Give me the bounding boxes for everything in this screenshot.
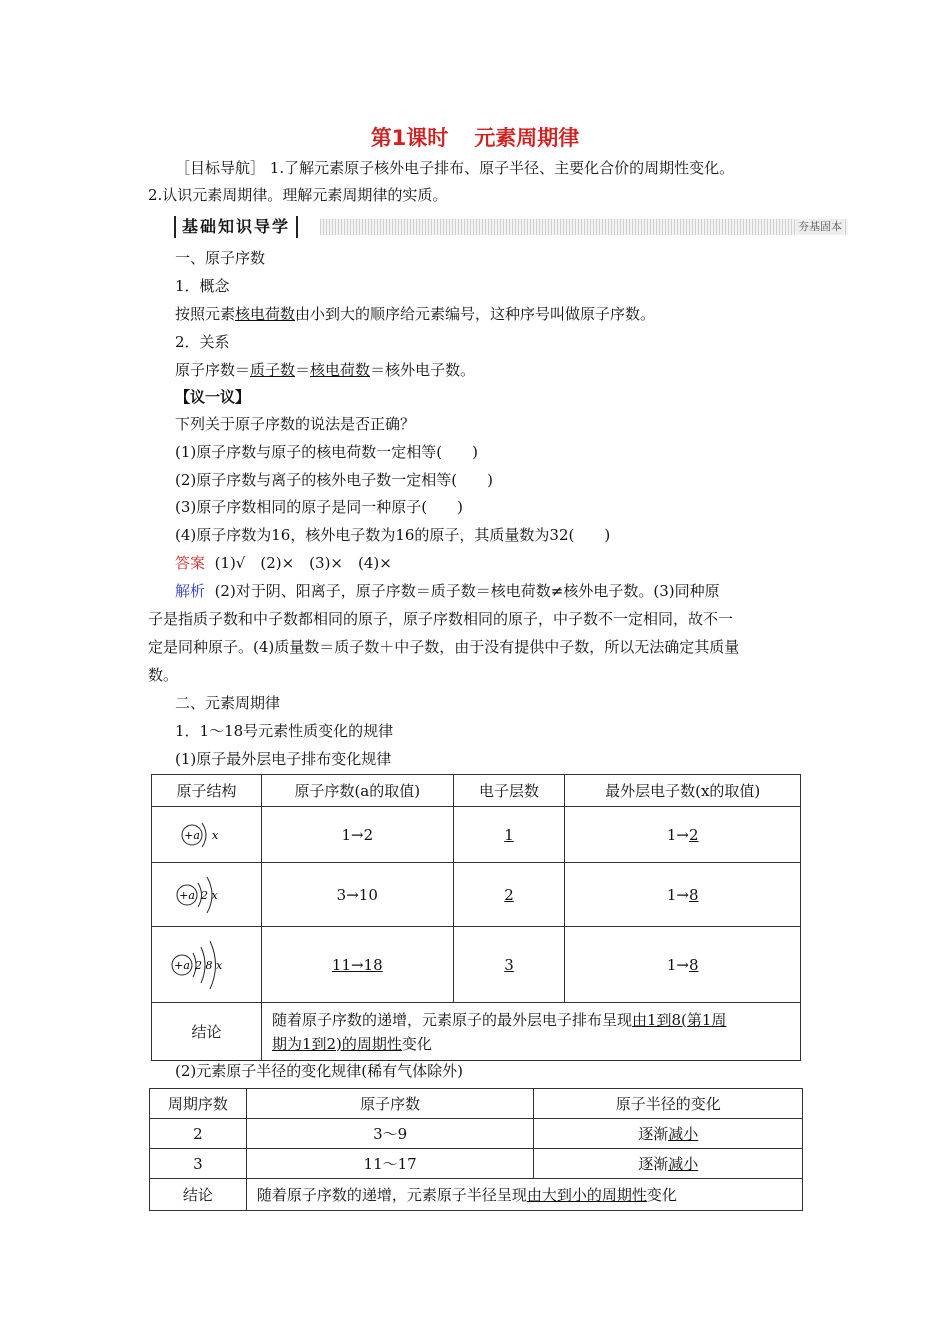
table1-z-3: 11→18: [261, 927, 453, 1003]
table1-header-outer: 最外层电子数(x的取值): [565, 775, 801, 807]
table1-outer-1: [565, 807, 801, 863]
outer-prefix: 1→: [666, 955, 689, 974]
table-row: [152, 863, 801, 927]
table1-header-layers: 电子层数: [453, 775, 565, 807]
atom-shells-label: x: [212, 828, 219, 842]
conclusion-blank: 由大到小的周期性: [526, 1185, 647, 1204]
discussion-label: 【议一议】: [175, 388, 251, 406]
goals-label: ［目标导航］: [175, 159, 266, 177]
atomic-radius-table: [149, 1088, 803, 1211]
atom-nucleus-label: +a: [184, 828, 201, 842]
section2-sub1: 1．1～18号元素性质变化的规律: [175, 722, 394, 740]
analysis-line-2: 子是指质子数和中子数都相同的原子，原子序数相同的原子，中子数不一定相同，故不一: [148, 610, 734, 628]
table-row: [152, 807, 801, 863]
atom-shells-label: 2 8 x: [195, 958, 223, 972]
concept-blank: 核电荷数: [235, 305, 296, 323]
outer-prefix: 1→: [666, 885, 689, 904]
section-banner: [174, 216, 848, 238]
outer-blank: 2: [688, 825, 699, 844]
discussion-item-2: (2)原子序数与离子的核外电子数一定相等( ): [175, 471, 493, 489]
relation-line: [175, 360, 475, 380]
table1-z-1: 1→2: [261, 807, 453, 863]
relation-pre: 原子序数＝: [175, 361, 251, 379]
table2-conclusion-label: 结论: [150, 1179, 247, 1211]
conclusion-post: 变化: [401, 1034, 432, 1053]
table2-z-2: 11～17: [246, 1149, 534, 1179]
table2-period-2: 3: [150, 1149, 247, 1179]
atom-diagram-1: [176, 813, 236, 857]
table-row: [150, 1149, 803, 1179]
table1-header-structure: 原子结构: [152, 775, 262, 807]
table2-radius-1: [534, 1119, 803, 1149]
analysis-line-1: [175, 581, 720, 601]
table2-header-row: [150, 1089, 803, 1119]
atom-structure-cell: [152, 863, 262, 927]
relation-blank-1: 质子数: [250, 361, 296, 379]
table1-layers-2: 2: [453, 863, 565, 927]
table-row: [150, 1119, 803, 1149]
analysis-label: 解析: [175, 582, 206, 600]
table1-header-row: [152, 775, 801, 807]
lesson-topic: 元素周期律: [474, 126, 580, 150]
section2-sub1b: (2)元素原子半径的变化规律(稀有气体除外): [175, 1062, 463, 1080]
lesson-title: [0, 122, 950, 152]
table1-conclusion-text: [261, 1003, 800, 1061]
table1-z-2: 3→10: [261, 863, 453, 927]
relation-mid: ＝: [295, 361, 311, 379]
conclusion-blank-1: 由1到8(第1周: [631, 1010, 727, 1029]
outer-blank: 8: [688, 885, 699, 904]
section2-sub1a: (1)原子最外层电子排布变化规律: [175, 750, 392, 768]
section1-sub2: 2．关系: [175, 333, 230, 351]
discussion-item-1: (1)原子序数与原子的核电荷数一定相等( ): [175, 443, 478, 461]
table2-header-period: 周期序数: [150, 1089, 247, 1119]
answer-line: [175, 553, 392, 573]
discussion-item-4: (4)原子序数为16，核外电子数为16的原子，其质量数为32( ): [175, 526, 611, 544]
lesson-number: 第1课时: [370, 126, 449, 150]
discussion-item-3: (3)原子序数相同的原子是同一种原子( ): [175, 498, 463, 516]
atom-structure-cell: [152, 927, 262, 1003]
conclusion-blank-2: 期为1到2)的周期性: [271, 1034, 402, 1053]
analysis-line-3: 定是同种原子。(4)质量数＝质子数＋中子数，由于没有提供中子数，所以无法确定其质量: [148, 638, 740, 656]
table1-conclusion-label: 结论: [152, 1003, 262, 1061]
relation-post: ＝核外电子数。: [370, 361, 476, 379]
outer-blank: 8: [688, 955, 699, 974]
table1-header-z: 原子序数(a的取值): [261, 775, 453, 807]
radius-blank: 减小: [668, 1155, 699, 1173]
table1-layers-1: 1: [453, 807, 565, 863]
section1-heading: 一、原子序数: [175, 249, 266, 267]
radius-blank: 减小: [668, 1125, 699, 1143]
banner-stripe: [320, 219, 848, 235]
atom-nucleus-label: +a: [174, 958, 191, 972]
concept-post: 由小到大的顺序给元素编号，这种序号叫做原子序数。: [295, 305, 656, 323]
radius-pre: 逐渐: [638, 1155, 669, 1173]
discussion-question: 下列关于原子序数的说法是否正确？: [175, 415, 416, 433]
table1-conclusion-row: [152, 1003, 801, 1061]
table2-header-z: 原子序数: [246, 1089, 534, 1119]
analysis-text-1: (2)对于阴、阳离子，原子序数＝质子数＝核电荷数≠核外电子数。(3)同种原: [214, 582, 720, 600]
table1-outer-3: [565, 927, 801, 1003]
goals-line-1: 1.了解元素原子核外电子排布、原子半径、主要化合价的周期性变化。: [269, 159, 735, 177]
table2-conclusion-text: [246, 1179, 802, 1211]
section2-heading: 二、元素周期律: [175, 694, 281, 712]
relation-blank-2: 核电荷数: [310, 361, 371, 379]
atom-diagram-2: [171, 869, 241, 921]
table2-period-1: 2: [150, 1119, 247, 1149]
conclusion-pre: 随着原子序数的递增，元素原子的最外层电子排布呈现: [271, 1010, 632, 1029]
concept-line: [175, 304, 655, 324]
atom-diagram-3: [166, 933, 246, 997]
analysis-line-4: 数。: [148, 666, 179, 684]
concept-pre: 按照元素: [175, 305, 236, 323]
table2-conclusion-row: [150, 1179, 803, 1211]
conclusion-post: 变化: [646, 1185, 677, 1204]
section1-sub1: 1．概念: [175, 277, 230, 295]
atom-structure-cell: [152, 807, 262, 863]
conclusion-pre: 随着原子序数的递增，元素原子半径呈现: [256, 1185, 527, 1204]
table-row: [152, 927, 801, 1003]
table1-layers-3: 3: [453, 927, 565, 1003]
table2-header-radius: 原子半径的变化: [534, 1089, 803, 1119]
atom-nucleus-label: +a: [179, 888, 196, 902]
banner-tag: 夯基固本: [798, 220, 842, 233]
electron-arrangement-table: [151, 774, 801, 1061]
answer-label: 答案: [175, 554, 206, 572]
radius-pre: 逐渐: [638, 1125, 669, 1143]
goals-paragraph: [175, 158, 734, 178]
table2-radius-2: [534, 1149, 803, 1179]
goals-line-2: 2.认识元素周期律。理解元素周期律的实质。: [148, 186, 448, 204]
banner-label: 基础知识导学: [174, 216, 298, 238]
outer-prefix: 1→: [666, 825, 689, 844]
answer-text: (1)√ (2)× (3)× (4)×: [214, 554, 392, 572]
atom-shells-label: 2 x: [201, 888, 219, 902]
table1-outer-2: [565, 863, 801, 927]
table2-z-1: 3～9: [246, 1119, 534, 1149]
